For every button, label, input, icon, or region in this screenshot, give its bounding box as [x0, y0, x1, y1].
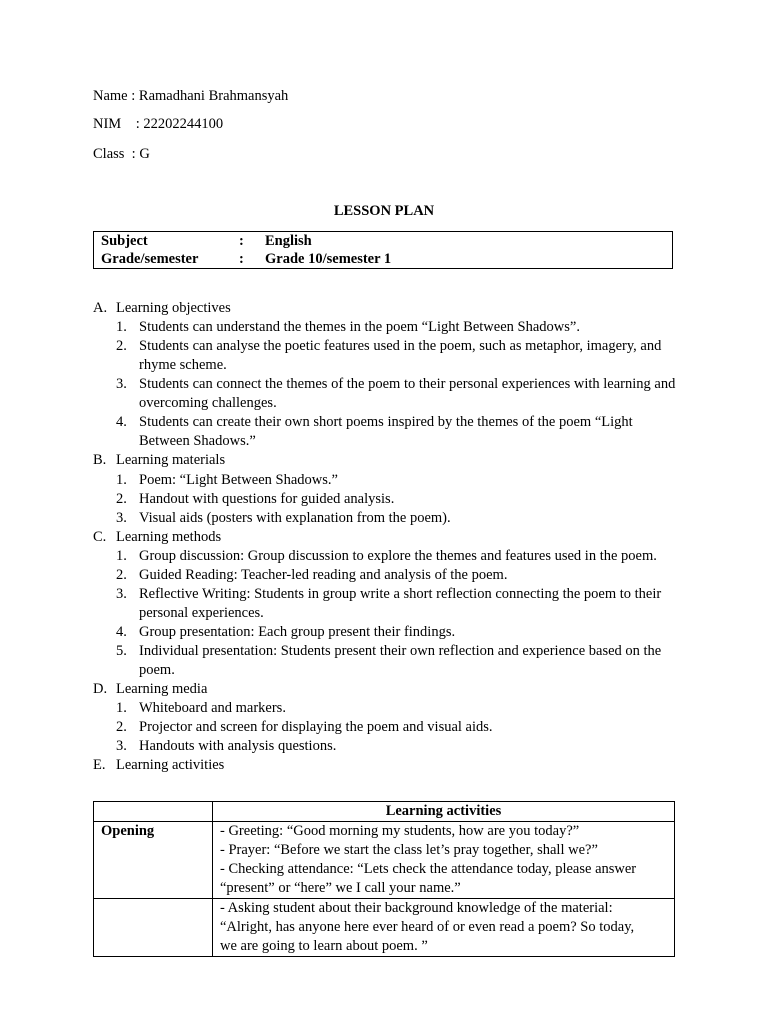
table-header-blank: [94, 802, 213, 822]
list-item: 3. Handouts with analysis questions.: [116, 738, 337, 755]
activities-table: [93, 801, 675, 957]
list-item: 1. Poem: “Light Between Shadows.”: [116, 471, 338, 488]
list-item: 4. Group presentation: Each group present their findings.: [116, 623, 456, 640]
list-item: 3. Reflective Writing: Students in group write a short reflection connecting the poem to their personal experiences.: [116, 585, 662, 621]
subject-label: Subject: [101, 233, 148, 249]
list-item: 4. Students can create their own short poems inspired by the themes of the poem “Light Between Shadows.”: [116, 414, 633, 450]
section-learning-materials: [93, 451, 683, 527]
table-header-row: [94, 802, 675, 822]
subject-value: English: [265, 233, 312, 249]
list-item: 2. Projector and screen for displaying the poem and visual aids.: [116, 719, 493, 736]
class-value: G: [139, 146, 150, 162]
section-letter: B.: [93, 452, 107, 469]
section-letter: E.: [93, 757, 106, 774]
page-title: LESSON PLAN: [333, 203, 435, 219]
phase-opening: Opening: [94, 822, 213, 899]
nim-label: NIM: [93, 116, 122, 132]
name-label: Name: [93, 88, 128, 104]
subject-colon: :: [239, 233, 244, 249]
list-item: 2. Students can analyse the poetic features used in the poem, such as metaphor, imagery, and rhyme scheme.: [116, 338, 662, 374]
section-title: Learning materials: [116, 452, 226, 469]
student-name-line: Name : Ramadhani Brahmansyah: [93, 88, 289, 104]
section-learning-media: [93, 680, 683, 756]
phase-cell: [94, 899, 213, 957]
grade-colon: :: [239, 251, 244, 267]
student-class-line: Class : G: [93, 146, 150, 162]
activity-cell: - Asking student about their background knowledge of the material: “Alright, has anyone here ever heard of or even read a poem? So today, we are going to learn about poem. ”: [213, 899, 675, 957]
grade-value: Grade 10/semester 1: [265, 251, 392, 267]
list-item: 1. Group discussion: Group discussion to explore the themes and features used in the poem.: [116, 547, 657, 564]
list-item: 3. Visual aids (posters with explanation from the poem).: [116, 509, 451, 526]
nim-value: 22202244100: [143, 116, 224, 132]
grade-row: [101, 250, 671, 268]
section-learning-activities: [93, 756, 683, 775]
section-title: Learning media: [116, 680, 208, 697]
class-label: Class: [93, 146, 125, 162]
list-item: 1. Students can understand the themes in the poem “Light Between Shadows”.: [116, 319, 580, 336]
section-letter: D.: [93, 680, 108, 697]
lesson-outline: [93, 299, 683, 775]
section-title: Learning activities: [116, 757, 225, 774]
student-nim-line: NIM : 22202244100: [93, 116, 224, 132]
table-row: [94, 899, 675, 957]
section-title: Learning objectives: [116, 300, 231, 316]
section-learning-objectives: [93, 299, 683, 451]
list-item: 5. Individual presentation: Students present their own reflection and experience based on the poem.: [116, 642, 662, 678]
section-learning-methods: [93, 528, 683, 680]
activity-cell: - Greeting: “Good morning my students, how are you today?” - Prayer: “Before we start the class let’s pray together, shall we?” - Checking attendance: “Lets check the attendance today, please answer “present” or “here” we I call your name.”: [213, 822, 675, 899]
list-item: 2. Handout with questions for guided analysis.: [116, 490, 395, 507]
subject-table: [93, 231, 673, 269]
section-title: Learning methods: [116, 528, 222, 545]
grade-label: Grade/semester: [101, 251, 199, 267]
section-letter: C.: [93, 528, 107, 545]
list-item: 2. Guided Reading: Teacher-led reading and analysis of the poem.: [116, 566, 508, 583]
table-row: [94, 822, 675, 899]
subject-row: [101, 232, 671, 250]
name-value: Ramadhani Brahmansyah: [138, 88, 289, 104]
list-item: 1. Whiteboard and markers.: [116, 700, 286, 717]
table-header: Learning activities: [213, 802, 675, 822]
section-letter: A.: [93, 300, 108, 316]
list-item: 3. Students can connect the themes of the poem to their personal experiences with learning and overcoming challenges.: [116, 376, 676, 412]
